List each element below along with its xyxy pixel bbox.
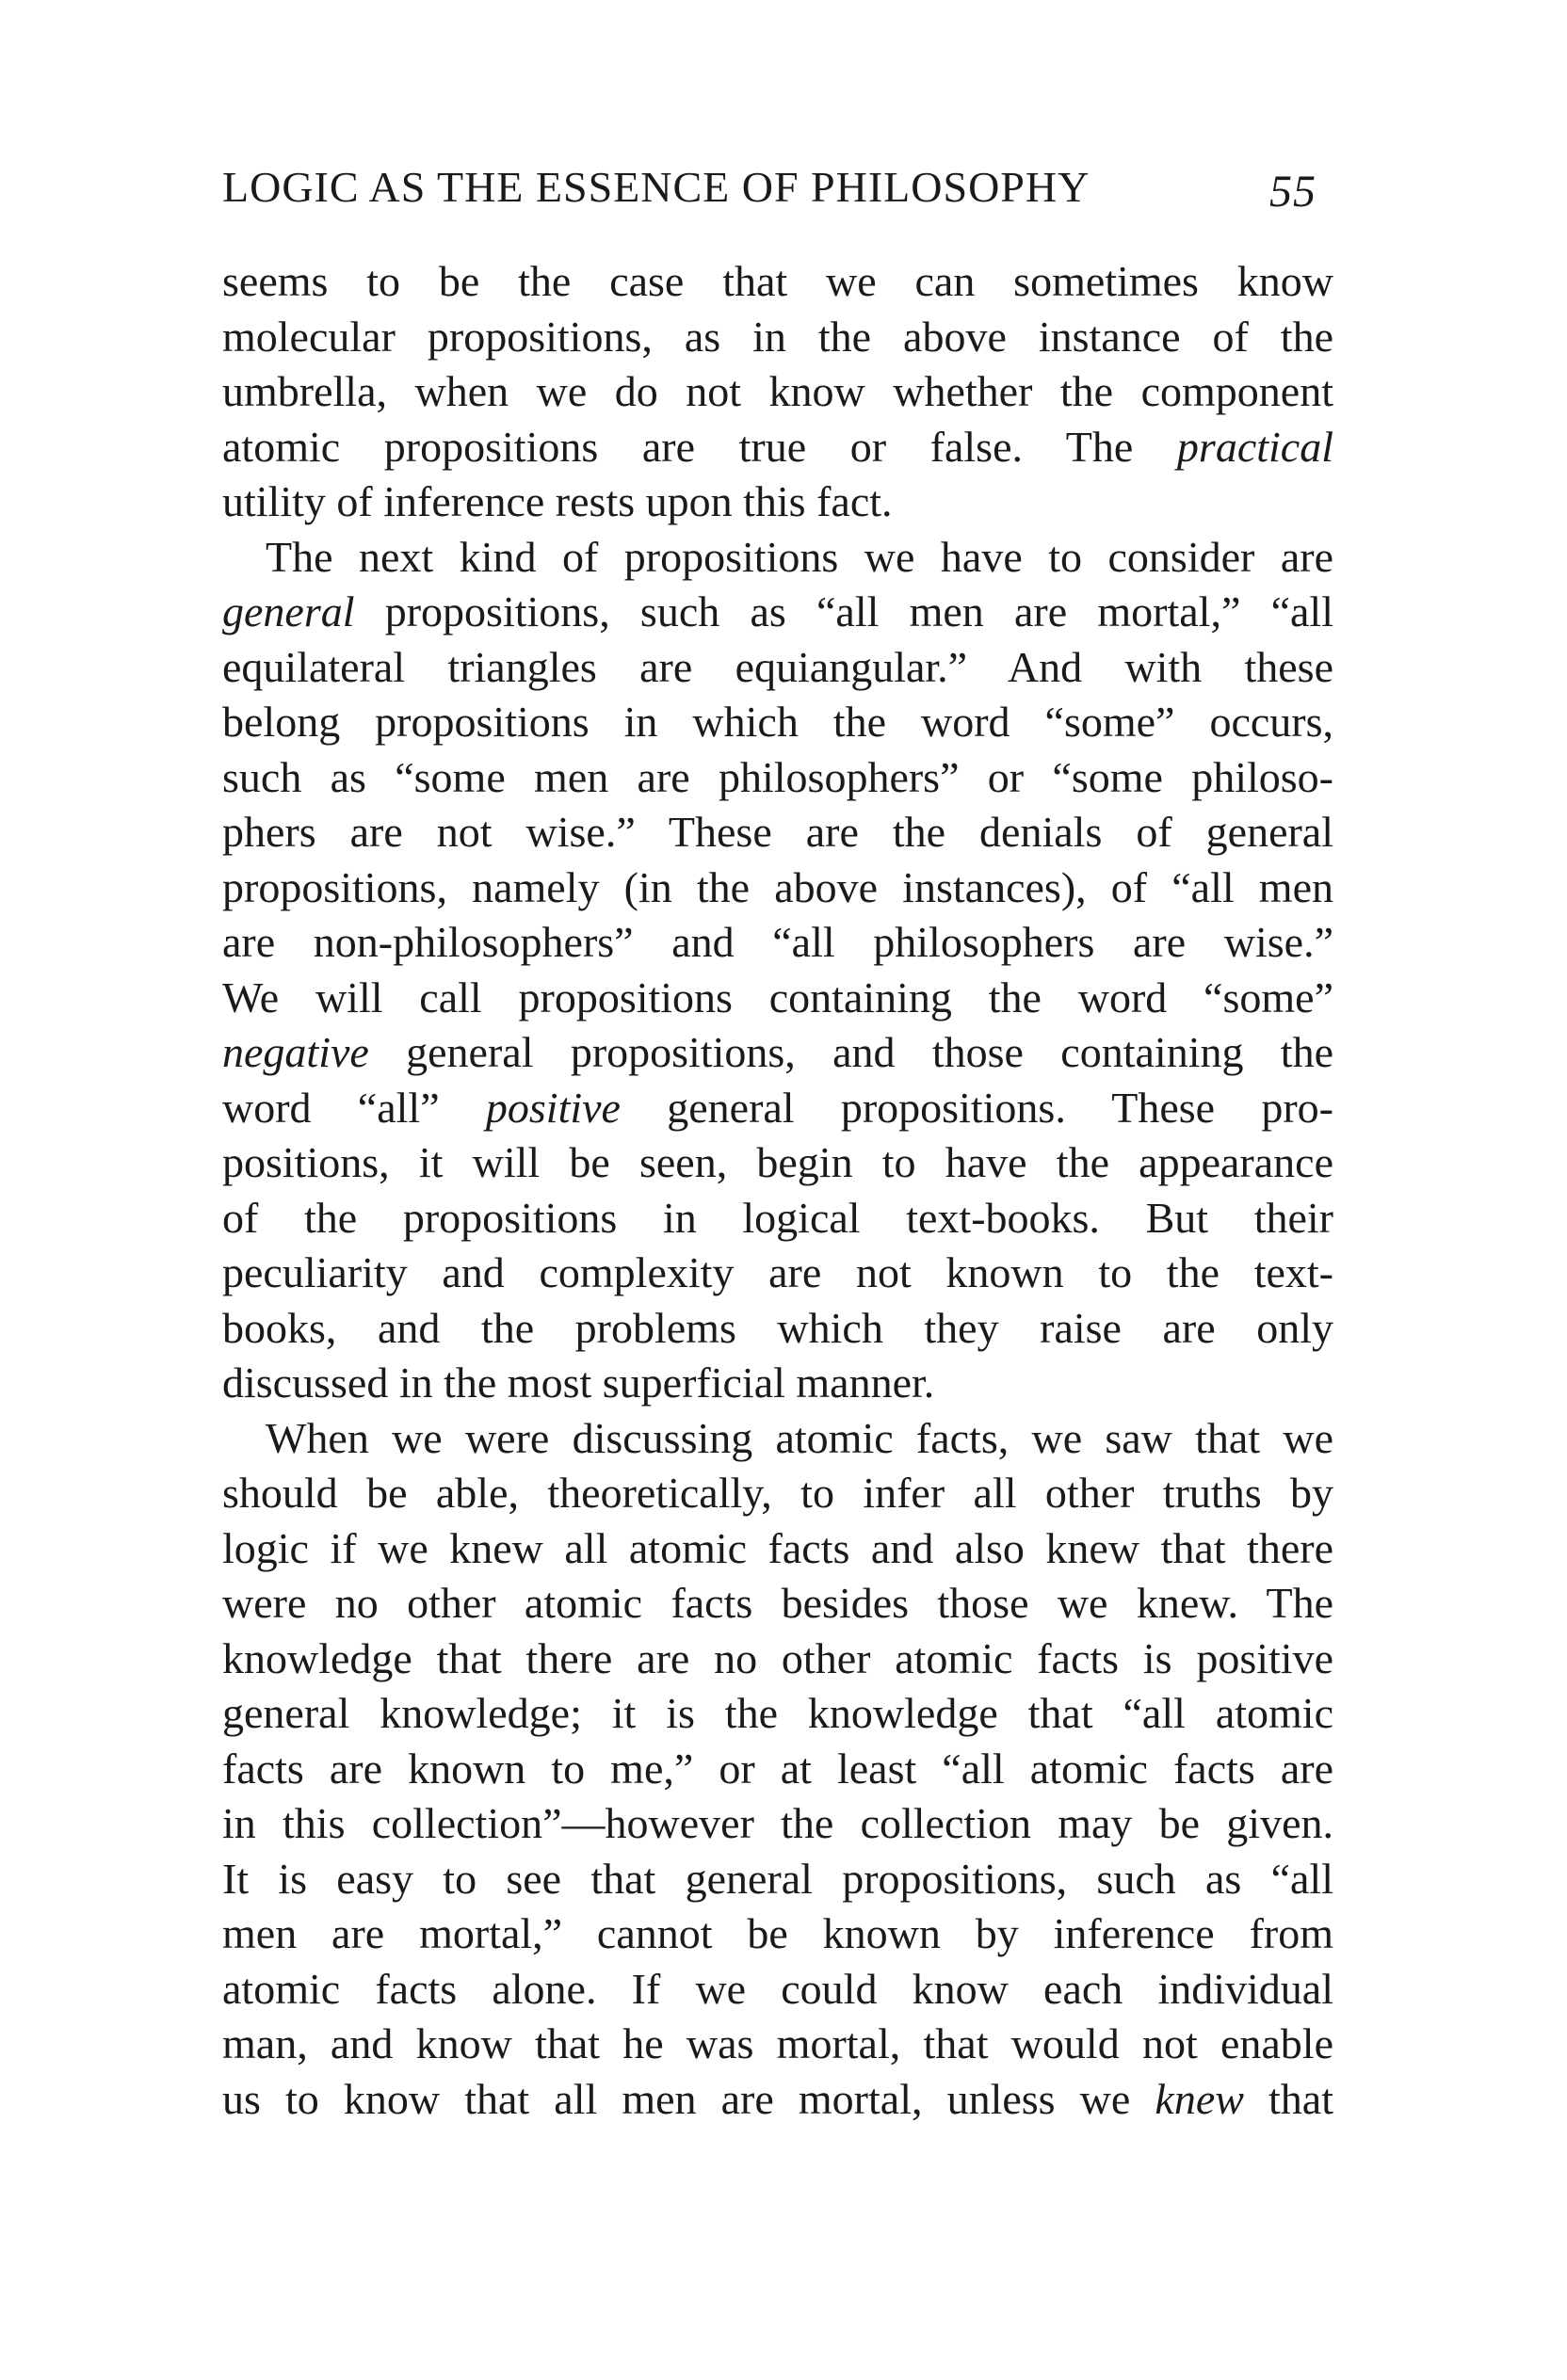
text-line: were no other atomic facts besides those we knew. The — [222, 1579, 1333, 1627]
text-line: such as “some men are philosophers” or “some philoso- — [222, 752, 1333, 801]
text-line: negative general propositions, and those containing the — [222, 1028, 1333, 1076]
text-line: umbrella, when we do not know whether the component — [222, 367, 1333, 415]
text-line: seems to be the case that we can sometimes know — [222, 257, 1333, 305]
text-line: The next kind of propositions we have to consider are — [266, 532, 1333, 581]
italic-term: general — [222, 587, 355, 635]
text-line: men are mortal,” cannot be known by inference from — [222, 1909, 1333, 1957]
text-line: general knowledge; it is the knowledge that “all atomic — [222, 1689, 1333, 1737]
text-line: atomic facts alone. If we could know each individual — [222, 1964, 1333, 2013]
page-number: 55 — [1269, 167, 1317, 217]
text-line: peculiarity and complexity are not known to the text- — [222, 1248, 1333, 1296]
text-line: books, and the problems which they raise are only — [222, 1303, 1333, 1352]
text-line: We will call propositions containing the word “some” — [222, 973, 1333, 1021]
text-line: in this collection”—however the collection may be given. — [222, 1799, 1333, 1847]
text-line: positions, it will be seen, begin to have the appearance — [222, 1138, 1333, 1186]
text-line: propositions, namely (in the above instances), of “all men — [222, 862, 1333, 911]
body-text — [222, 254, 1333, 2127]
text-line: logic if we knew all atomic facts and also knew that there — [222, 1523, 1333, 1572]
text-line: atomic propositions are true or false. The practical — [222, 422, 1333, 471]
text-line: word “all” positive general propositions. These pro- — [222, 1083, 1333, 1132]
text-line: facts are known to me,” or at least “all atomic facts are — [222, 1744, 1333, 1793]
text-line: It is easy to see that general propositions, such as “all — [222, 1854, 1333, 1903]
text-line: of the propositions in logical text-books. But their — [222, 1193, 1333, 1242]
text-line: belong propositions in which the word “some” occurs, — [222, 698, 1333, 746]
text-line: phers are not wise.” These are the denials of general — [222, 808, 1333, 856]
text-line: utility of inference rests upon this fact. — [222, 477, 893, 525]
text-line: us to know that all men are mortal, unless we knew that — [222, 2074, 1333, 2123]
text-line: general propositions, such as “all men are mortal,” “all — [222, 587, 1333, 635]
text-line: are non-philosophers” and “all philosophers are wise.” — [222, 918, 1333, 966]
running-head — [222, 162, 1352, 228]
text-line: should be able, theoretically, to infer all other truths by — [222, 1469, 1333, 1517]
text-line: When we were discussing atomic facts, we saw that we — [266, 1413, 1333, 1462]
text-line: discussed in the most superficial manner. — [222, 1359, 935, 1407]
italic-term: negative — [222, 1028, 369, 1076]
text-line: man, and know that he was mortal, that would not enable — [222, 2019, 1333, 2067]
text-line: knowledge that there are no other atomic facts is positive — [222, 1633, 1333, 1682]
text-line: molecular propositions, as in the above instance of the — [222, 312, 1333, 361]
italic-term: positive — [485, 1083, 621, 1132]
text-line: equilateral triangles are equiangular.” And with these — [222, 642, 1333, 691]
italic-term: knew — [1155, 2074, 1244, 2123]
italic-term: practical — [1176, 422, 1333, 471]
running-title: LOGIC AS THE ESSENCE OF PHILOSOPHY — [222, 163, 1090, 211]
